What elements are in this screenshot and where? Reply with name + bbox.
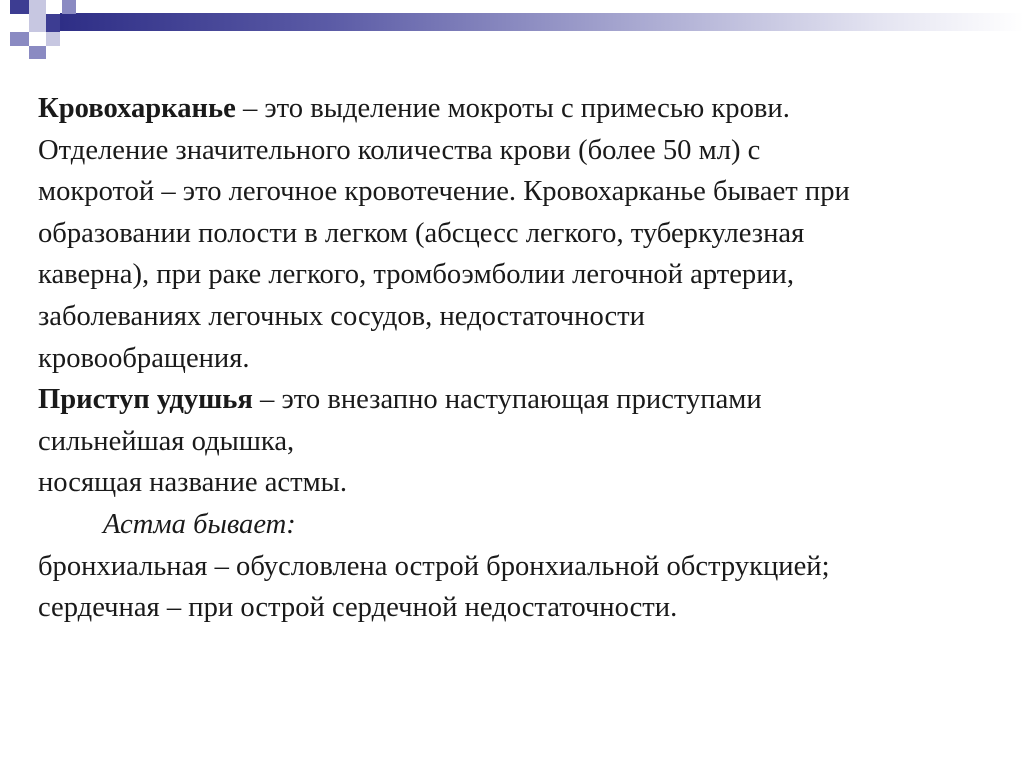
decor-square (10, 0, 29, 14)
asthma-type-item: бронхиальная – обусловлена острой бронхиальной обструкцией; (38, 550, 830, 582)
decor-square (46, 14, 60, 32)
decor-square (29, 0, 46, 14)
slide-body-text (38, 88, 1013, 629)
text-line: кровообращения. (38, 342, 250, 374)
definition-text: – это выделение мокроты с примесью крови. (235, 93, 790, 124)
definition-text: – это внезапно наступающая приступами (252, 384, 762, 416)
text-line (38, 88, 1013, 130)
decor-square (29, 46, 46, 59)
text-line: каверна), при раке легкого, тромбоэмболии легочной артерии, (38, 259, 794, 291)
text-line: мокротой – это легочное кровотечение. Кровохарканье бывает при (38, 176, 850, 208)
decor-square (29, 14, 46, 32)
term-asthma-attack: Приступ удушья (38, 384, 253, 416)
decor-square (62, 0, 76, 14)
asthma-type-item: сердечная – при острой сердечной недостаточности. (38, 592, 678, 624)
text-line: носящая название астмы. (38, 467, 348, 499)
text-line: Отделение значительного количества крови (более 50 мл) с (38, 134, 761, 166)
text-line: сильнейшая одышка, (38, 425, 295, 457)
text-line: образовании полости в легком (абсцесс легкого, туберкулезная (38, 217, 805, 249)
header-gradient-bar (60, 13, 1024, 31)
decor-square (10, 32, 29, 46)
asthma-heading: Астма бывает: (103, 508, 296, 540)
text-line (38, 379, 1013, 421)
text-line: заболеваниях легочных сосудов, недостаточности (38, 300, 645, 332)
decor-square (46, 32, 60, 46)
term-hemoptysis: Кровохарканье (38, 93, 236, 124)
